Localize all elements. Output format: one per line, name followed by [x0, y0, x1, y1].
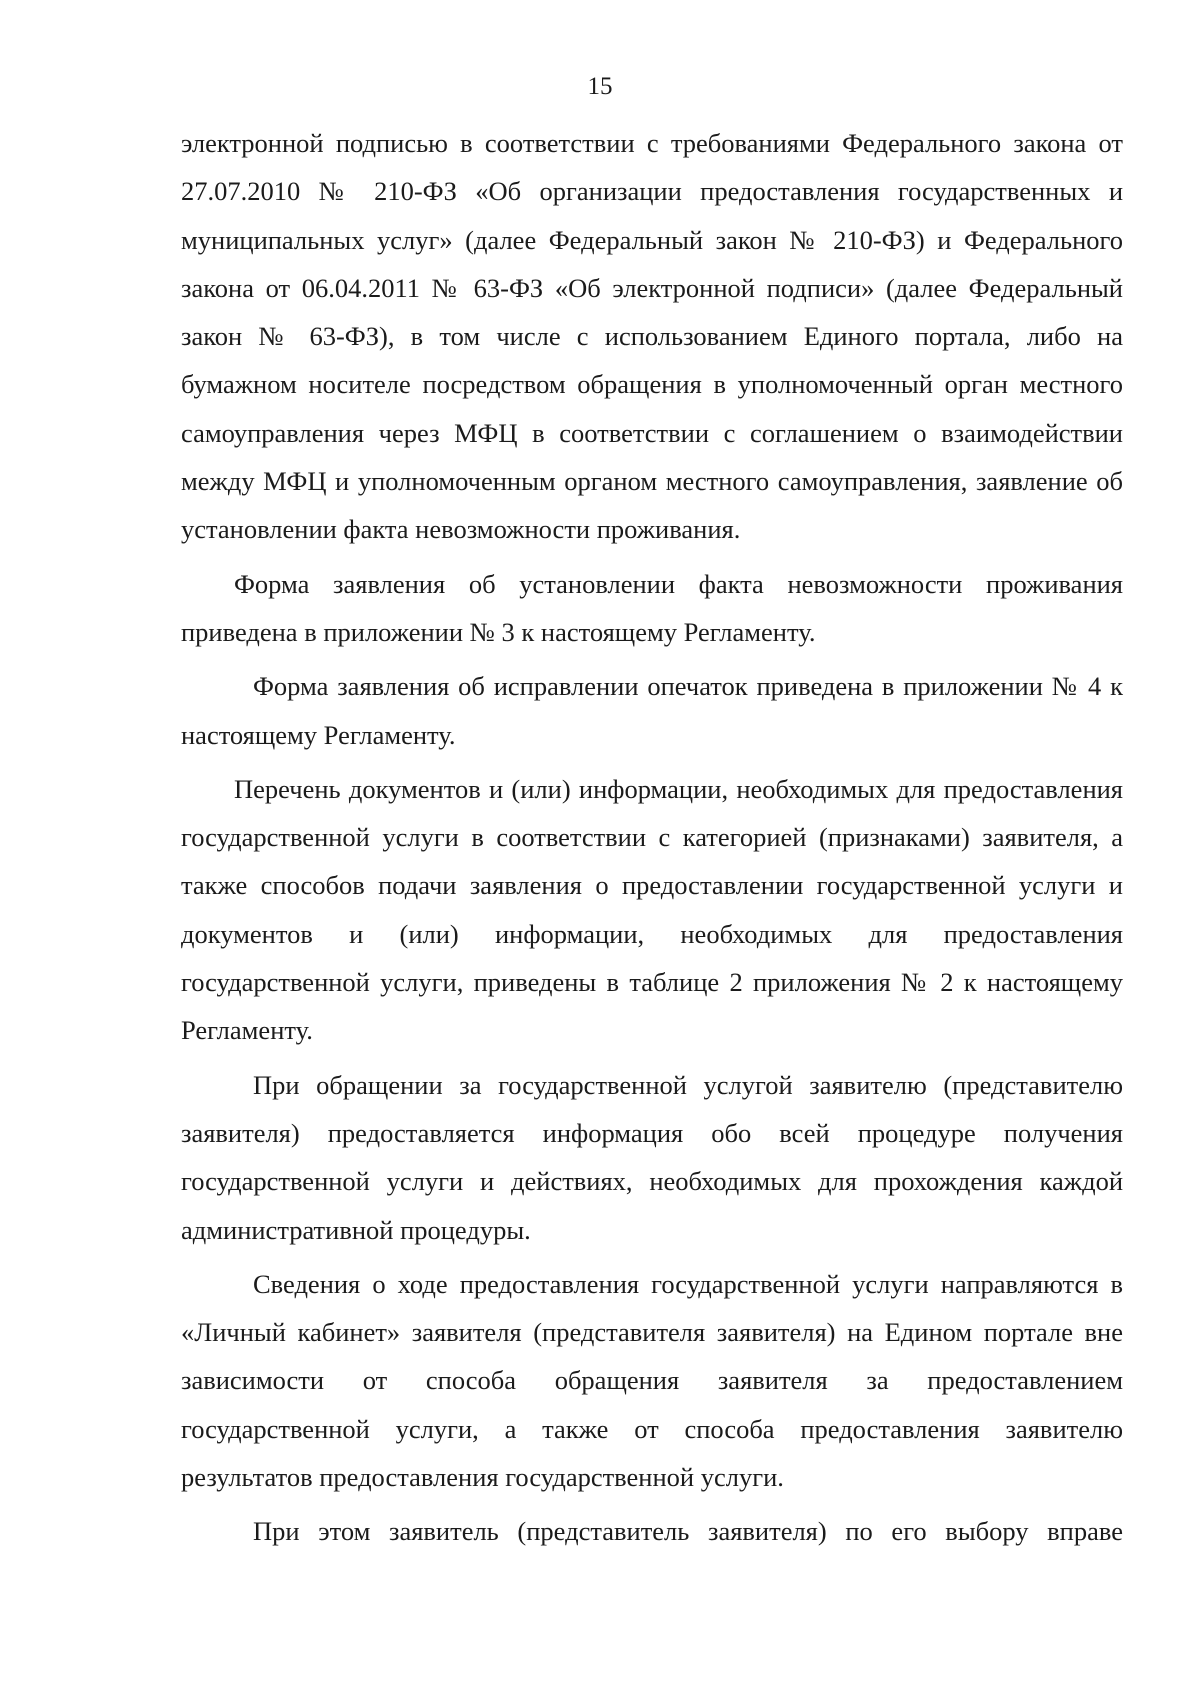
paragraph: Форма заявления об исправлении опечаток приведена в приложении № 4 к настоящему Регламенту. — [181, 671, 1123, 750]
paragraph: Форма заявления об установлении факта невозможности проживания приведена в приложении № 3 к настоящему Регламенту. — [181, 568, 1123, 647]
page-number: 15 — [587, 73, 613, 100]
paragraph: При обращении за государственной услугой заявителю (представителю заявителя) предоставляется информация обо всей процедуре получения государственной услуги и действиях, необходимых для прохождения каждой административной процедуры. — [181, 1069, 1123, 1245]
paragraph: Сведения о ходе предоставления государственной услуги направляются в «Личный кабинет» заявителя (представителя заявителя) на Едином портале вне зависимости от способа обращения заявителя за предоставлением государственной услуги, а также от способа предоставления заявителю результатов предоставления государственной услуги. — [181, 1268, 1123, 1493]
paragraph: Перечень документов и (или) информации, необходимых для предоставления государственной услуги в соответствии с категорией (признаками) заявителя, а также способов подачи заявления о предоставлении государственной услуги и документов и (или) информации, необходимых для предоставления государственной услуги, приведены в таблице 2 приложения № 2 к настоящему Регламенту. — [181, 773, 1123, 1046]
document-body — [181, 119, 1123, 1555]
paragraph: При этом заявитель (представитель заявителя) по его выбору вправе — [253, 1516, 1123, 1547]
paragraph: электронной подписью в соответствии с требованиями Федерального закона от 27.07.2010 № 210-ФЗ «Об организации предоставления государственных и муниципальных услуг» (далее Федеральный закон № 210-ФЗ) и Федерального закона от 06.04.2011 № 63-ФЗ «Об электронной подписи» (далее Федеральный закон № 63-ФЗ), в том числе с использованием Единого портала, либо на бумажном носителе посредством обращения в уполномоченный орган местного самоуправления через МФЦ в соответствии с соглашением о взаимодействии между МФЦ и уполномоченным органом местного самоуправления, заявление об установлении факта невозможности проживания. — [181, 128, 1123, 545]
